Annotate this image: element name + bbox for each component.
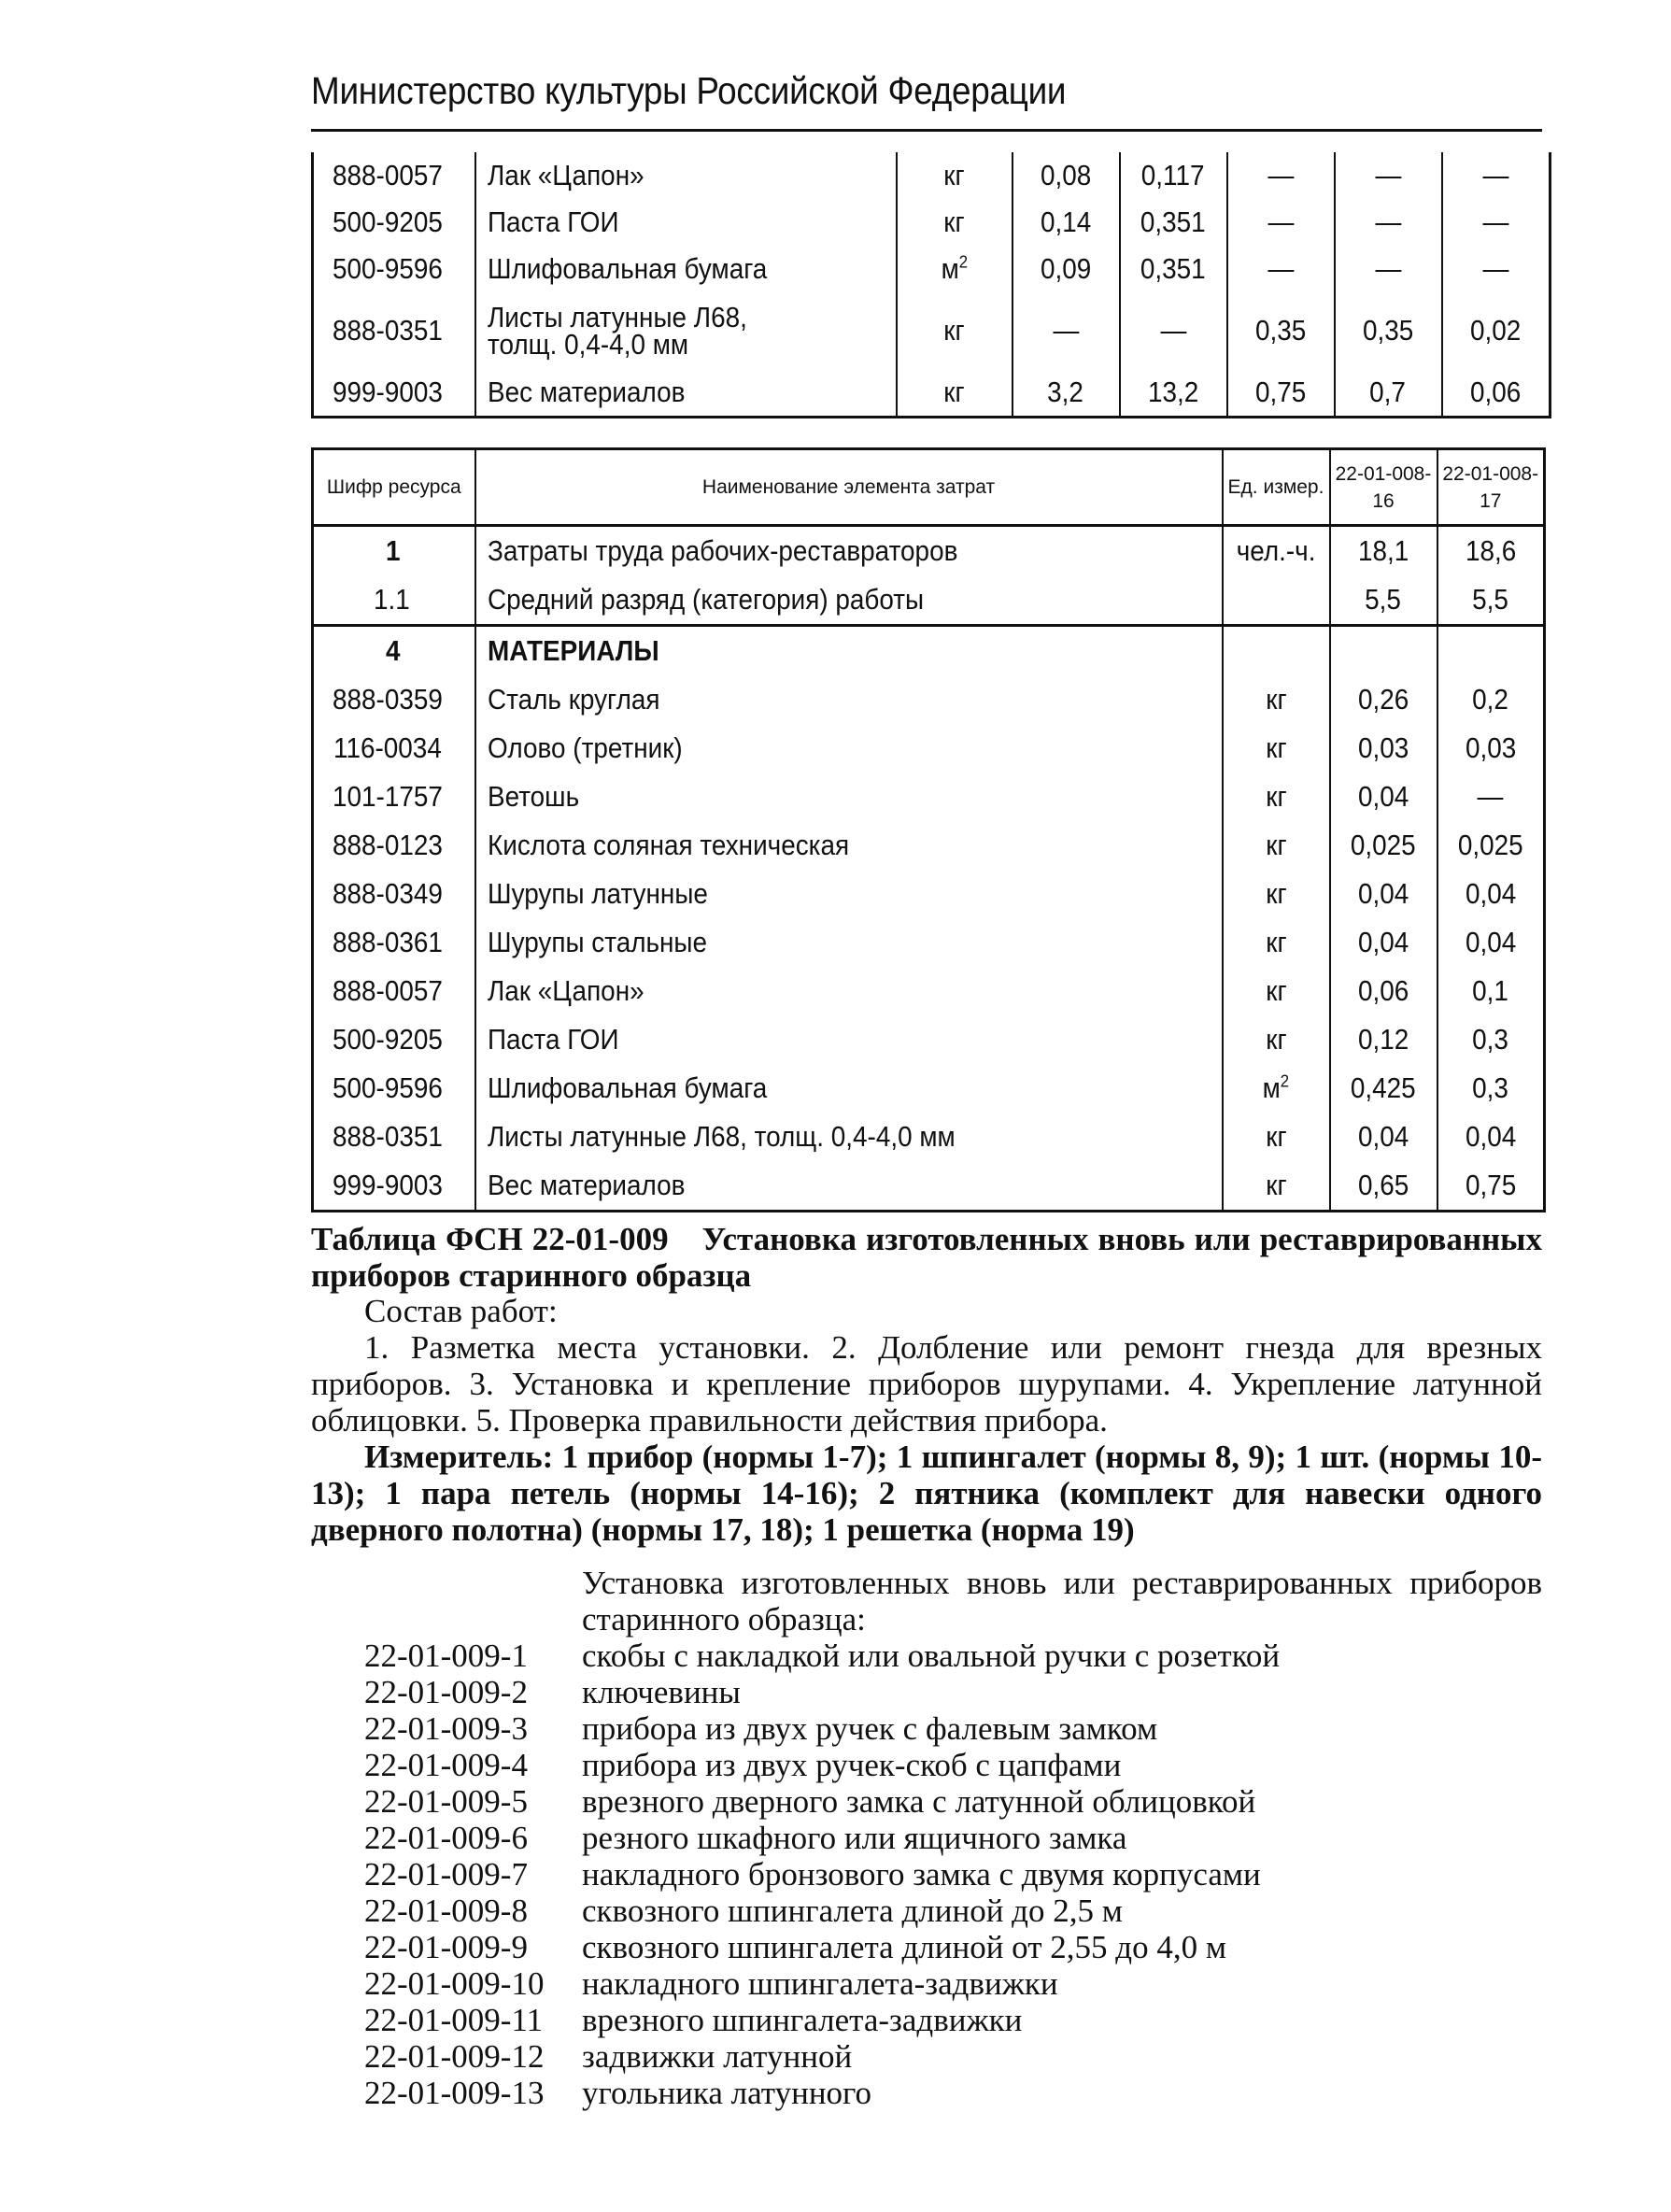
norm-code: 22-01-009-10 [364, 1965, 545, 2002]
norm-text: сквозного шпингалета длиной до 2,5 м [582, 1893, 1123, 1929]
norm-code: 22-01-009-8 [364, 1893, 528, 1929]
norm-code: 22-01-009-4 [364, 1747, 528, 1783]
unit-cell: кг [897, 152, 1013, 199]
value-cell: — [1442, 199, 1551, 246]
value-cell: 0,025 [1437, 821, 1545, 870]
section-title: МАТЕРИАЛЫ [475, 626, 1223, 676]
norm-text: врезного шпингалета-задвижки [582, 2002, 1023, 2038]
table-row [313, 821, 1545, 870]
resource-code: 4 [313, 626, 475, 676]
norms-list [364, 1638, 1280, 2111]
norm-code: 22-01-009-12 [364, 2038, 545, 2075]
norm-code: 22-01-009-6 [364, 1820, 528, 1856]
norm-code: 22-01-009-9 [364, 1929, 528, 1965]
resource-name: Паста ГОИ [475, 1015, 1223, 1064]
table-row [313, 870, 1545, 918]
table-row [313, 1064, 1545, 1113]
value-cell: 0,117 [1120, 152, 1227, 199]
table-row [313, 1161, 1545, 1212]
resource-code: 888-0057 [313, 152, 475, 199]
value-cell: 0,65 [1330, 1161, 1437, 1212]
header-divider [311, 129, 1542, 132]
table-row [313, 246, 1551, 292]
unit-cell: кг [1223, 675, 1330, 724]
unit-cell: кг [1223, 870, 1330, 918]
norm-text: накладного шпингалета-задвижки [582, 1965, 1058, 2002]
value-cell: 0,26 [1330, 675, 1437, 724]
norm-text: сквозного шпингалета длиной от 2,55 до 4,0 м [582, 1929, 1226, 1965]
unit-cell: кг [1223, 1161, 1330, 1212]
resource-name: Шурупы латунные [475, 870, 1223, 918]
resource-name: Олово (третник) [475, 724, 1223, 773]
resource-name: Листы латунные Л68, толщ. 0,4-4,0 мм [475, 292, 897, 369]
value-cell: 0,06 [1442, 369, 1551, 418]
header-norm-16: 22-01-008-16 [1330, 449, 1437, 526]
resource-name: Лак «Цапон» [475, 152, 897, 199]
value-cell: 3,2 [1013, 369, 1120, 418]
value-cell: — [1437, 773, 1545, 821]
unit-cell: кг [1223, 724, 1330, 773]
norm-text: прибора из двух ручек с фалевым замком [582, 1710, 1158, 1747]
norm-code: 22-01-009-13 [364, 2075, 545, 2111]
resource-code: 500-9596 [313, 1064, 475, 1113]
table-row [313, 526, 1545, 576]
resource-code: 999-9003 [313, 369, 475, 418]
value-cell: 0,04 [1330, 1113, 1437, 1161]
resource-code: 1.1 [313, 575, 475, 626]
table-row [313, 1015, 1545, 1064]
value-cell: — [1227, 246, 1335, 292]
resource-code: 101-1757 [313, 773, 475, 821]
norm-text: накладного бронзового замка с двумя корпусами [582, 1856, 1261, 1893]
table-row [313, 152, 1551, 199]
value-cell: — [1013, 292, 1120, 369]
resource-name: Шлифовальная бумага [475, 1064, 1223, 1113]
value-cell: 5,5 [1330, 575, 1437, 626]
table-row [313, 292, 1551, 369]
unit-cell: кг [897, 292, 1013, 369]
value-cell: — [1227, 152, 1335, 199]
table-row [313, 773, 1545, 821]
norm-item [364, 1710, 1280, 1747]
resource-code: 888-0349 [313, 870, 475, 918]
norm-item [364, 1674, 1280, 1710]
value-cell: — [1335, 199, 1442, 246]
table-row [313, 967, 1545, 1015]
value-cell: — [1335, 152, 1442, 199]
header-resource-code: Шифр ресурса [313, 449, 475, 526]
resource-name: Шлифовальная бумага [475, 246, 897, 292]
norm-code: 22-01-009-2 [364, 1674, 528, 1710]
value-cell: 0,2 [1437, 675, 1545, 724]
table-row [313, 369, 1551, 418]
value-cell: 0,06 [1330, 967, 1437, 1015]
table-row [313, 724, 1545, 773]
value-cell: 0,425 [1330, 1064, 1437, 1113]
value-cell: 5,5 [1437, 575, 1545, 626]
value-cell: 0,12 [1330, 1015, 1437, 1064]
norm-item [364, 1783, 1280, 1820]
unit-cell: кг [1223, 1015, 1330, 1064]
value-cell: 0,04 [1437, 1113, 1545, 1161]
value-cell: 0,025 [1330, 821, 1437, 870]
norm-item [364, 2038, 1280, 2075]
works-label: Состав работ: [364, 1293, 558, 1329]
resource-name: Затраты труда рабочих-реставраторов [475, 526, 1223, 576]
value-cell: 0,3 [1437, 1015, 1545, 1064]
norm-text: прибора из двух ручек-скоб с цапфами [582, 1747, 1122, 1783]
unit-cell: $м^2$ [897, 246, 1013, 292]
norm-item [364, 2002, 1280, 2038]
table-row [313, 199, 1551, 246]
norm-item [364, 1856, 1280, 1893]
resource-name: Лак «Цапон» [475, 967, 1223, 1015]
norms-intro: Установка изготовленных вновь или реставрированных приборов старинного образца: [582, 1565, 1542, 1638]
norm-item [364, 1638, 1280, 1674]
norm-code: 22-01-009-7 [364, 1856, 528, 1893]
norm-text: задвижки латунной [582, 2038, 853, 2075]
norm-code: 22-01-009-11 [364, 2002, 544, 2038]
cost-elements-table [311, 447, 1546, 1212]
norm-item [364, 1820, 1280, 1856]
resource-name: Кислота соляная техническая [475, 821, 1223, 870]
norm-text: ключевины [582, 1674, 741, 1710]
resource-code: 888-0361 [313, 918, 475, 967]
header-unit: Ед. измер. [1223, 449, 1330, 526]
value-cell: 0,75 [1437, 1161, 1545, 1212]
unit-cell: $м^2$ [1223, 1064, 1330, 1113]
unit-cell: кг [1223, 918, 1330, 967]
resource-name: Вес материалов [475, 369, 897, 418]
resource-code: 500-9596 [313, 246, 475, 292]
value-cell: 0,351 [1120, 246, 1227, 292]
page-header-title: Министерство культуры Российской Федерации [311, 69, 1067, 112]
value-cell: 0,75 [1227, 369, 1335, 418]
unit-cell: кг [1223, 1113, 1330, 1161]
resource-code: 888-0351 [313, 292, 475, 369]
norm-text: резного шкафного или ящичного замка [582, 1820, 1127, 1856]
table-row [313, 1113, 1545, 1161]
norm-item [364, 2075, 1280, 2111]
norm-code: 22-01-009-1 [364, 1638, 528, 1674]
unit-cell: кг [1223, 821, 1330, 870]
table-label: Таблица ФСН 22-01-009 [311, 1221, 669, 1257]
value-cell: 0,04 [1437, 918, 1545, 967]
value-cell: 0,35 [1227, 292, 1335, 369]
resource-name: Ветошь [475, 773, 1223, 821]
unit-cell: кг [1223, 967, 1330, 1015]
value-cell: 0,35 [1335, 292, 1442, 369]
norm-item [364, 1965, 1280, 2002]
resource-code: 500-9205 [313, 1015, 475, 1064]
value-cell: 0,08 [1013, 152, 1120, 199]
value-cell: 0,3 [1437, 1064, 1545, 1113]
resource-code: 888-0359 [313, 675, 475, 724]
value-cell [1330, 626, 1437, 676]
value-cell: 0,351 [1120, 199, 1227, 246]
resource-code: 888-0351 [313, 1113, 475, 1161]
measurement-unit-text: Измеритель: 1 прибор (нормы 1-7); 1 шпингалет (нормы 8, 9); 1 шт. (нормы 10-13); 1 пара петель (нормы 14-16); 2 пятника (комплект для навески одного дверного полотна) (нормы 17, 18); 1 решетка (норма 19) [311, 1439, 1542, 1548]
unit-cell [1223, 575, 1330, 626]
value-cell [1437, 626, 1545, 676]
norm-text: врезного дверного замка с латунной облицовкой [582, 1783, 1256, 1820]
value-cell: 0,04 [1330, 773, 1437, 821]
unit-cell: кг [1223, 773, 1330, 821]
value-cell: 0,02 [1442, 292, 1551, 369]
works-description: 1. Разметка места установки. 2. Долбление или ремонт гнезда для врезных приборов. 3. Установка и крепление приборов шурупами. 4. Укрепление латунной облицовки. 5. Проверка правильности действия прибора. [311, 1329, 1542, 1439]
table-row [313, 575, 1545, 626]
resource-name: Вес материалов [475, 1161, 1223, 1212]
value-cell: 18,6 [1437, 526, 1545, 576]
norm-code: 22-01-009-5 [364, 1783, 528, 1820]
norm-code: 22-01-009-3 [364, 1710, 528, 1747]
resource-code: 999-9003 [313, 1161, 475, 1212]
value-cell: 0,04 [1330, 918, 1437, 967]
table-heading [311, 1221, 1542, 1294]
unit-cell: чел.-ч. [1223, 526, 1330, 576]
resource-name: Средний разряд (категория) работы [475, 575, 1223, 626]
value-cell: — [1442, 152, 1551, 199]
unit-cell [1223, 626, 1330, 676]
resource-code: 500-9205 [313, 199, 475, 246]
resource-code: 116-0034 [313, 724, 475, 773]
resource-name: Сталь круглая [475, 675, 1223, 724]
value-cell: 0,14 [1013, 199, 1120, 246]
value-cell: 18,1 [1330, 526, 1437, 576]
norm-text: угольника латунного [582, 2075, 872, 2111]
resource-name: Шурупы стальные [475, 918, 1223, 967]
table-title: Установка изготовленных вновь или реставрированных приборов старинного образца [311, 1221, 1542, 1294]
norm-item [364, 1893, 1280, 1929]
unit-cell: кг [897, 369, 1013, 418]
value-cell: — [1227, 199, 1335, 246]
resource-name: Паста ГОИ [475, 199, 897, 246]
value-cell: 0,03 [1330, 724, 1437, 773]
resource-code: 888-0123 [313, 821, 475, 870]
value-cell: — [1120, 292, 1227, 369]
resource-code: 888-0057 [313, 967, 475, 1015]
materials-table-continued [311, 152, 1551, 418]
resource-code: 1 [313, 526, 475, 576]
table-row [313, 918, 1545, 967]
resource-name: Листы латунные Л68, толщ. 0,4-4,0 мм [475, 1113, 1223, 1161]
norm-text: скобы с накладкой или овальной ручки с розеткой [582, 1638, 1281, 1674]
unit-cell: кг [897, 199, 1013, 246]
value-cell: 0,04 [1330, 870, 1437, 918]
section-row [313, 626, 1545, 676]
value-cell: 0,03 [1437, 724, 1545, 773]
value-cell: — [1442, 246, 1551, 292]
value-cell: — [1335, 246, 1442, 292]
value-cell: 13,2 [1120, 369, 1227, 418]
header-norm-17: 22-01-008-17 [1437, 449, 1545, 526]
table-header-row [313, 449, 1545, 526]
header-cost-element-name: Наименование элемента затрат [475, 449, 1223, 526]
table-row [313, 675, 1545, 724]
value-cell: 0,09 [1013, 246, 1120, 292]
value-cell: 0,7 [1335, 369, 1442, 418]
value-cell: 0,04 [1437, 870, 1545, 918]
value-cell: 0,1 [1437, 967, 1545, 1015]
norm-item [364, 1747, 1280, 1783]
norm-item [364, 1929, 1280, 1965]
